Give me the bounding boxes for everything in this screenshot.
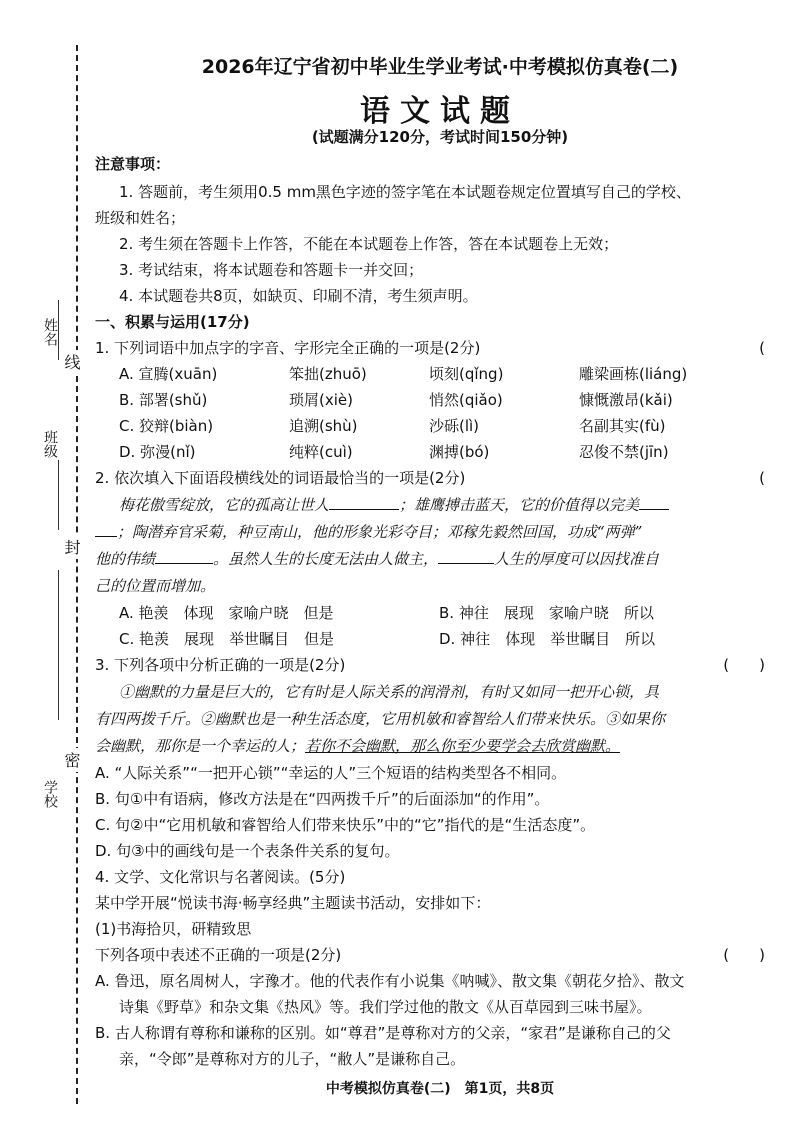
q3-stem <box>95 655 785 675</box>
q2-options-row-1 <box>119 603 785 623</box>
q1-b-3: 悄然(qiǎo) <box>429 391 503 409</box>
q1-d-2: 纯粹(cuì) <box>289 443 353 461</box>
q4-option-b-line-2: 亲，“令郎”是尊称对方的儿子，“敝人”是谦称自己。 <box>119 1050 466 1068</box>
q2-blank-1[interactable] <box>329 495 399 510</box>
class-field-label: 班级 <box>42 430 58 458</box>
q2-stem <box>95 468 785 488</box>
section-1-heading: 一、积累与运用(17分) <box>95 313 250 331</box>
q4-sub1-stem-text: 下列各项中表述不正确的一项是(2分) <box>95 946 342 964</box>
q1-c-3: 沙砾(lì) <box>429 417 480 435</box>
q4-answer-paren: ( ) <box>723 946 765 964</box>
q2-blank-2b[interactable] <box>95 522 117 537</box>
exam-info: (试题满分120分，考试时间150分钟) <box>311 128 569 146</box>
subject-title: 语文试题 <box>360 94 520 129</box>
q1-d-1: D. 弥漫(nǐ) <box>119 443 196 461</box>
q4-option-b-line-1[interactable]: B. 古人称谓有尊称和谦称的区别。如“尊君”是尊称对方的父亲，“家君”是谦称自己的父 <box>95 1024 671 1042</box>
class-field-line <box>58 460 59 530</box>
exam-title: 2026年辽宁省初中毕业生学业考试·中考模拟仿真卷(二) <box>201 56 679 78</box>
exam-page <box>95 0 785 1134</box>
q1-stem <box>95 338 785 358</box>
q2-p1b: ；雄鹰搏击蓝天，它的价值得以完美 <box>399 496 640 514</box>
q1-a-4: 雕梁画栋(liáng) <box>579 365 688 383</box>
q1-d-4: 忍俊不禁(jīn) <box>579 443 669 461</box>
q2-passage-line-2 <box>95 522 785 542</box>
school-field-line <box>58 570 59 720</box>
q1-row-d <box>119 442 785 462</box>
q4-sub1-heading: (1)书海拾贝，研精致思 <box>95 920 252 938</box>
q1-answer-paren: ( <box>759 339 765 357</box>
q1-c-2: 追溯(shù) <box>289 417 358 435</box>
q3-passage-line-3 <box>95 736 785 756</box>
q1-b-1: B. 部署(shǔ) <box>119 391 208 409</box>
q2-option-b[interactable]: B. 神往 展现 家喻户晓 所以 <box>439 604 654 622</box>
q2-passage-line-3 <box>95 549 785 569</box>
notice-heading: 注意事项： <box>95 155 171 173</box>
q2-options-row-2 <box>119 629 785 649</box>
school-field-label: 学校 <box>42 780 58 808</box>
q2-blank-2[interactable] <box>639 495 669 510</box>
q1-a-3: 顷刻(qǐng) <box>429 365 504 383</box>
name-field-line <box>58 300 59 360</box>
q4-stem: 4. 文学、文化常识与名著阅读。(5分) <box>95 868 346 886</box>
q3-option-d[interactable]: D. 句③中的画线句是一个表条件关系的复句。 <box>95 842 400 860</box>
q2-passage-line-1 <box>119 495 785 515</box>
q1-c-4: 名副其实(fù) <box>579 417 666 435</box>
q2-answer-paren: ( <box>759 469 765 487</box>
q2-option-a[interactable]: A. 艳羡 体现 家喻户晓 但是 <box>119 604 334 622</box>
q1-d-3: 渊搏(bó) <box>429 443 490 461</box>
seal-label-mi: 密 <box>60 748 83 772</box>
q1-c-1: C. 狡辩(biàn) <box>119 417 214 435</box>
q3-passage-line-2: 有四两拨千斤。②幽默也是一种生活态度，它用机敏和睿智给人们带来快乐。③如果你 <box>95 710 666 728</box>
q3-option-b[interactable]: B. 句①中有语病，修改方法是在“四两拨千斤”的后面添加“的作用”。 <box>95 790 550 808</box>
q1-row-b <box>119 390 785 410</box>
q1-row-a <box>119 364 785 384</box>
q2-blank-4[interactable] <box>438 549 494 564</box>
q1-b-2: 琐屑(xiè) <box>289 391 353 409</box>
q4-intro: 某中学开展“悦读书海·畅享经典”主题读书活动，安排如下： <box>95 894 491 912</box>
q1-b-4: 慷慨激昂(kǎi) <box>579 391 673 409</box>
notice-item-3: 3. 考试结束，将本试题卷和答题卡一并交回； <box>119 261 424 279</box>
binding-margin <box>0 0 90 1134</box>
notice-item-2: 2. 考生须在答题卡上作答，不能在本试题卷上作答，答在本试题卷上无效； <box>119 235 619 253</box>
q1-row-c <box>119 416 785 436</box>
q2-p2a: ；陶潜弃官采菊，种豆南山，他的形象光彩夺目；邓稼先毅然回国，功成“两弹” <box>117 523 643 541</box>
q3-option-c[interactable]: C. 句②中“它用机敏和睿智给人们带来快乐”中的“它”指代的是“生活态度”。 <box>95 816 596 834</box>
name-field-label: 姓名 <box>42 318 58 346</box>
q1-a-2: 笨拙(zhuō) <box>289 365 367 383</box>
q2-stem-text: 2. 依次填入下面语段横线处的词语最恰当的一项是(2分) <box>95 469 466 487</box>
q3-stem-text: 3. 下列各项中分析正确的一项是(2分) <box>95 656 346 674</box>
q2-option-c[interactable]: C. 艳羡 展现 举世瞩目 但是 <box>119 630 335 648</box>
q4-option-a-line-1[interactable]: A. 鲁迅，原名周树人，字豫才。他的代表作有小说集《呐喊》、散文集《朝花夕拾》、散文 <box>95 972 685 990</box>
seal-label-xian: 线 <box>60 350 83 374</box>
q2-passage-line-4: 己的位置而增加。 <box>95 577 216 595</box>
notice-item-1b: 班级和姓名； <box>95 209 186 227</box>
binding-dashed-line <box>76 45 78 1104</box>
notice-item-4: 4. 本试题卷共8页，如缺页、印刷不清，考生须声明。 <box>119 287 478 305</box>
q1-stem-text: 1. 下列词语中加点字的字音、字形完全正确的一项是(2分) <box>95 339 481 357</box>
q4-option-a-line-2: 诗集《野草》和杂文集《热风》等。我们学过他的散文《从百草园到三味书屋》。 <box>119 998 652 1016</box>
notice-item-1a: 1. 答题前，考生须用0.5 mm黑色字迹的签字笔在本试题卷规定位置填写自己的学校、 <box>119 183 691 201</box>
q2-p1a: 梅花傲雪绽放，它的孤高让世人 <box>119 496 330 514</box>
q3-answer-paren: ( ) <box>723 656 765 674</box>
q2-option-d[interactable]: D. 神往 体现 举世瞩目 所以 <box>439 630 656 648</box>
q4-sub1-stem <box>95 945 785 965</box>
q2-p3c: 人生的厚度可以因找准自 <box>494 550 660 568</box>
page-footer: 中考模拟仿真卷(二) 第1页，共8页 <box>325 1081 555 1097</box>
q3-passage-line-1: ①幽默的力量是巨大的，它有时是人际关系的润滑剂，有时又如同一把开心锁，具 <box>119 683 660 701</box>
seal-label-feng: 封 <box>60 535 83 559</box>
q3-p3b-underlined: 若你不会幽默，那么你至少要学会去欣赏幽默。 <box>305 737 621 755</box>
q1-a-1: A. 宣腾(xuān) <box>119 365 218 383</box>
q2-p3b: 。虽然人生的长度无法由人做主， <box>213 550 439 568</box>
q2-p3a: 他的伟绩 <box>95 550 156 568</box>
q2-blank-3[interactable] <box>155 549 213 564</box>
q3-option-a[interactable]: A. “人际关系”“一把开心锁”“幸运的人”三个短语的结构类型各不相同。 <box>95 764 567 782</box>
q3-p3a: 会幽默，那你是一个幸运的人； <box>95 737 306 755</box>
